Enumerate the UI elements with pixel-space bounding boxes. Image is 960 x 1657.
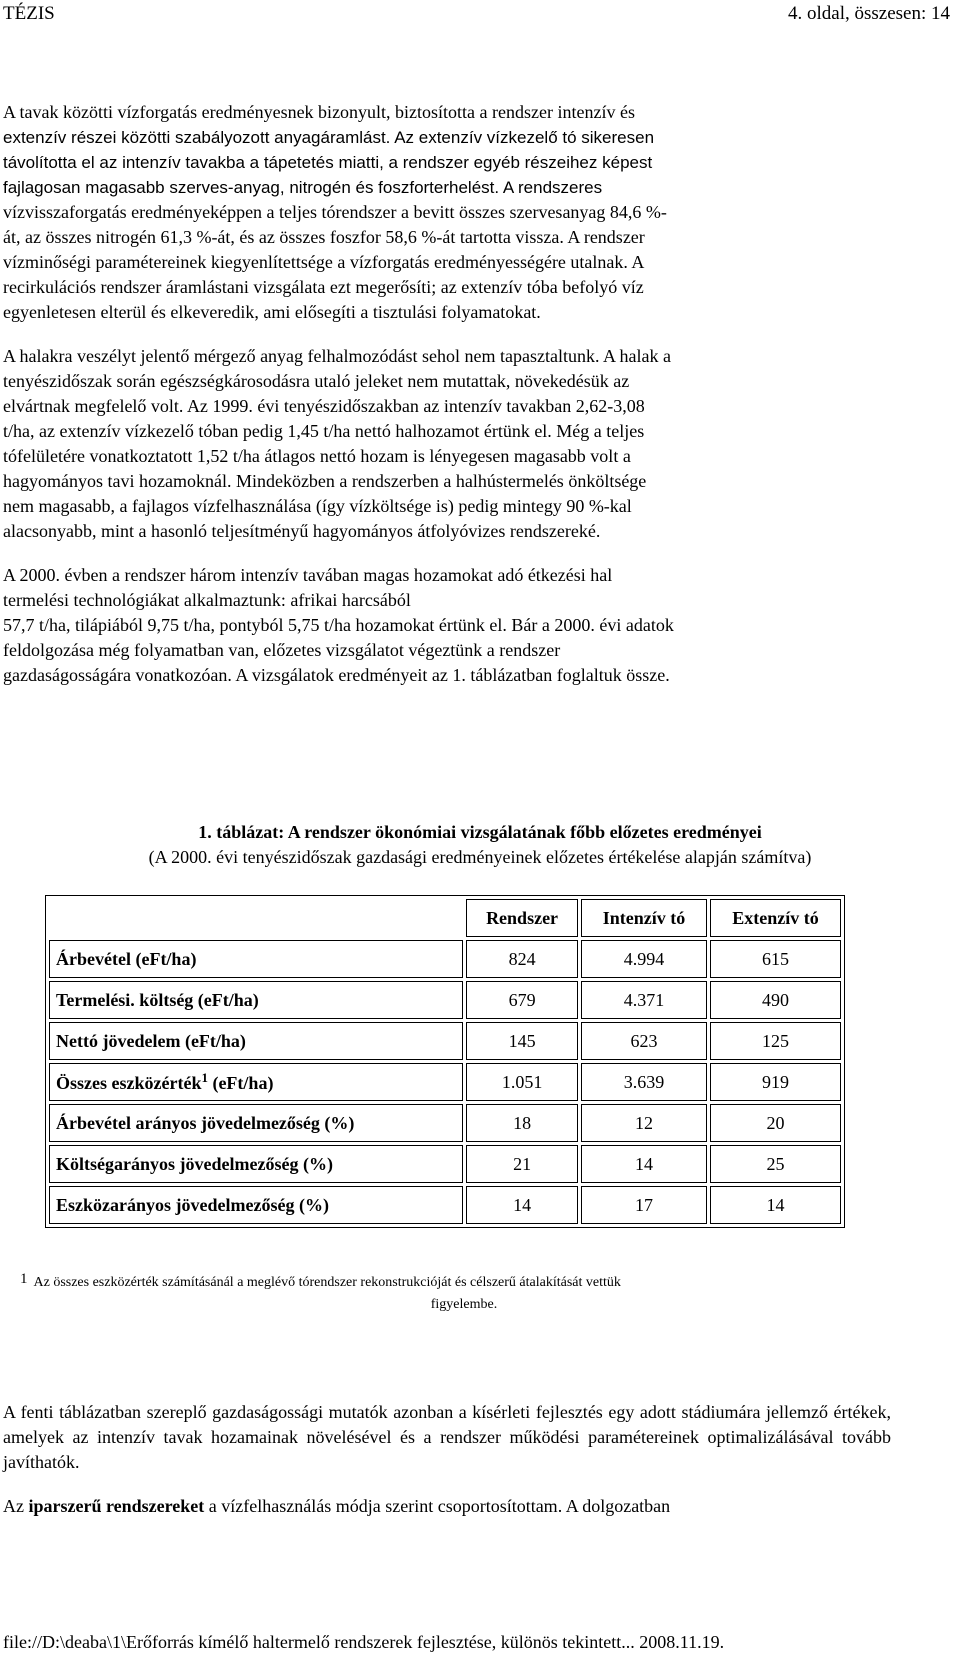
text-line: rendszer működési paramétereinek optimalizálásával tovább javíthatók.: [3, 1427, 891, 1472]
table-cell: 824: [466, 940, 578, 978]
economics-table: [45, 895, 845, 1228]
table-footnote: [0, 1268, 908, 1316]
table-cell: 1.051: [466, 1063, 578, 1101]
row-label: Összes eszközérték$^1$ (eFt/ha): [49, 1063, 463, 1101]
table-cell: 125: [710, 1022, 841, 1060]
table-caption-title: 1. táblázat: A rendszer ökonómiai vizsgálatának főbb előzetes eredményei: [198, 822, 762, 842]
text-line: tenyészidőszak során egészségkárosodásra utaló jeleket nem mutattak, növekedésük az: [3, 371, 630, 391]
table-caption-subtitle: (A 2000. évi tenyészidőszak gazdasági eredményeinek előzetes értékelése alapján számítva): [148, 847, 812, 867]
table-header-row: [49, 899, 841, 937]
table-cell: 623: [581, 1022, 707, 1060]
text-line: termelési technológiákat alkalmaztunk: afrikai harcsából: [3, 590, 411, 610]
table-cell: 14: [581, 1145, 707, 1183]
table-row: [49, 1186, 841, 1224]
table-corner-cell: [49, 899, 463, 937]
page-footer: [3, 1630, 958, 1654]
emphasized-term: iparszerű rendszereket: [28, 1496, 205, 1516]
table-cell: 17: [581, 1186, 707, 1224]
print-date: 2008.11.19.: [639, 1632, 725, 1652]
text-line: recirkulációs rendszer áramlástani vizsgálata ezt megerősíti; az extenzív tóba befolyó víz: [3, 277, 644, 297]
column-header: Extenzív tó: [710, 899, 841, 937]
table-row: [49, 1145, 841, 1183]
text-line: tófelületére vonatkoztatott 1,52 t/ha átlagos nettó hozam is lényegesen magasabb volt a: [3, 446, 631, 466]
page-indicator: 4. oldal, összesen: 14: [787, 3, 950, 24]
text-line: stádiumára jellemző értékek, amelyek az intenzív tavak hozamainak növelésével és a: [3, 1402, 892, 1447]
table-row: [49, 1063, 841, 1101]
footnote-text-continued: figyelembe.: [430, 1297, 498, 1312]
table-cell: 615: [710, 940, 841, 978]
table-row: [49, 1104, 841, 1142]
paragraph-2000-results: [3, 563, 891, 688]
text-line: extenzív részei közötti szabályozott anyagáramlást. Az extenzív vízkezelő tó sikeresen: [3, 128, 655, 147]
text-line: gazdaságosságára vonatkozóan. A vizsgálatok eredményeit az 1. táblázatban foglaltuk össze.: [3, 665, 670, 685]
text-line: távolította el az intenzív tavakba a tápetetés miatti, a rendszer egyéb részeihez képest: [3, 153, 653, 172]
text-line: át, az összes nitrogén 61,3 %-át, és az összes foszfor 58,6 %-át tartotta vissza. A rendszer: [3, 227, 645, 247]
table-cell: 18: [466, 1104, 578, 1142]
table-cell: 4.371: [581, 981, 707, 1019]
text-line: fajlagosan magasabb szerves-anyag, nitrogén és foszforterhelést. A rendszeres: [3, 178, 603, 197]
table-cell: 21: [466, 1145, 578, 1183]
text-line: A fenti táblázatban szereplő gazdaságossági mutatók azonban a kísérleti fejlesztés egy adott: [3, 1402, 676, 1422]
footnote-reference: 1: [201, 1070, 208, 1085]
paragraph-water-recirculation: [3, 100, 891, 325]
row-label: Költségarányos jövedelmezőség (%): [49, 1145, 463, 1183]
row-label: Árbevétel arányos jövedelmezőség (%): [49, 1104, 463, 1142]
table-cell: 919: [710, 1063, 841, 1101]
paragraph-indicators: [3, 1400, 891, 1475]
column-header: Rendszer: [466, 899, 578, 937]
table-cell: 679: [466, 981, 578, 1019]
table-cell: 145: [466, 1022, 578, 1060]
page-header: [0, 0, 960, 30]
table-row: [49, 981, 841, 1019]
text-line: egyenletesen elterül és elkeveredik, ami elősegíti a tisztulási folyamatokat.: [3, 302, 541, 322]
table-cell: 490: [710, 981, 841, 1019]
text-line: vízvisszaforgatás eredményeképpen a teljes tórendszer a bevitt összes szervesanyag 84,6 %-: [3, 202, 667, 222]
row-label: Árbevétel (eFt/ha): [49, 940, 463, 978]
text-line: feldolgozása még folyamatban van, előzetes vizsgálatot végeztünk a rendszer: [3, 640, 561, 660]
text-line: A 2000. évben a rendszer három intenzív tavában magas hozamokat adó étkezési hal: [3, 565, 613, 585]
economics-table-wrapper: [45, 895, 845, 1228]
table-cell: 14: [710, 1186, 841, 1224]
after-table-content: [0, 1400, 891, 1538]
text-line: hagyományos tavi hozamoknál. Mindeközben a rendszerben a halhústermelés önköltsége: [3, 471, 647, 491]
text-line: nem magasabb, a fajlagos vízfelhasználása (így vízköltsége is) pedig mintegy 90 %-kal: [3, 496, 632, 516]
table-caption: [0, 820, 960, 870]
main-content: [0, 100, 891, 707]
table-cell: 3.639: [581, 1063, 707, 1101]
table-cell: 25: [710, 1145, 841, 1183]
row-label: Termelési. költség (eFt/ha): [49, 981, 463, 1019]
footnote-text: Az összes eszközérték számításánál a meglévő tórendszer rekonstrukcióját és célszerű átalakítását vettük: [33, 1275, 621, 1290]
paragraph-fish-health: [3, 344, 891, 544]
table-row: [49, 940, 841, 978]
document-title: TÉZIS: [3, 3, 55, 24]
table-cell: 20: [710, 1104, 841, 1142]
text-line: alacsonyabb, mint a hasonló teljesítményű hagyományos átfolyóvizes rendszereké.: [3, 521, 601, 541]
text-line: vízminőségi paramétereinek kiegyenlítettsége a vízforgatás eredményességére utalnak. A: [3, 252, 645, 272]
text-line: A tavak közötti vízforgatás eredményesnek bizonyult, biztosította a rendszer intenzív és: [3, 102, 635, 122]
paragraph-industrial-systems: Az iparszerű rendszereket a vízfelhasználás módja szerint csoportosítottam. A dolgozatban: [3, 1496, 671, 1516]
row-label: Nettó jövedelem (eFt/ha): [49, 1022, 463, 1060]
file-path: file://D:\deaba\1\Erőforrás kímélő haltermelő rendszerek fejlesztése, különös tekintett...: [3, 1632, 635, 1652]
text-line: 57,7 t/ha, tilápiából 9,75 t/ha, pontyból 5,75 t/ha hozamokat értünk el. Bár a 2000. évi adatok: [3, 615, 674, 635]
row-label: Eszközarányos jövedelmezőség (%): [49, 1186, 463, 1224]
table-row: [49, 1022, 841, 1060]
footnote-mark: 1: [20, 1271, 28, 1287]
text-line: t/ha, az extenzív vízkezelő tóban pedig 1,45 t/ha nettó halhozamot értünk el. Még a teljes: [3, 421, 645, 441]
table-cell: 12: [581, 1104, 707, 1142]
text-line: elvártnak megfelelő volt. Az 1999. évi tenyészidőszakban az intenzív tavakban 2,62-3,08: [3, 396, 645, 416]
text-line: A halakra veszélyt jelentő mérgező anyag felhalmozódást sehol nem tapasztaltunk. A halak a: [3, 346, 671, 366]
column-header: Intenzív tó: [581, 899, 707, 937]
table-cell: 14: [466, 1186, 578, 1224]
table-cell: 4.994: [581, 940, 707, 978]
